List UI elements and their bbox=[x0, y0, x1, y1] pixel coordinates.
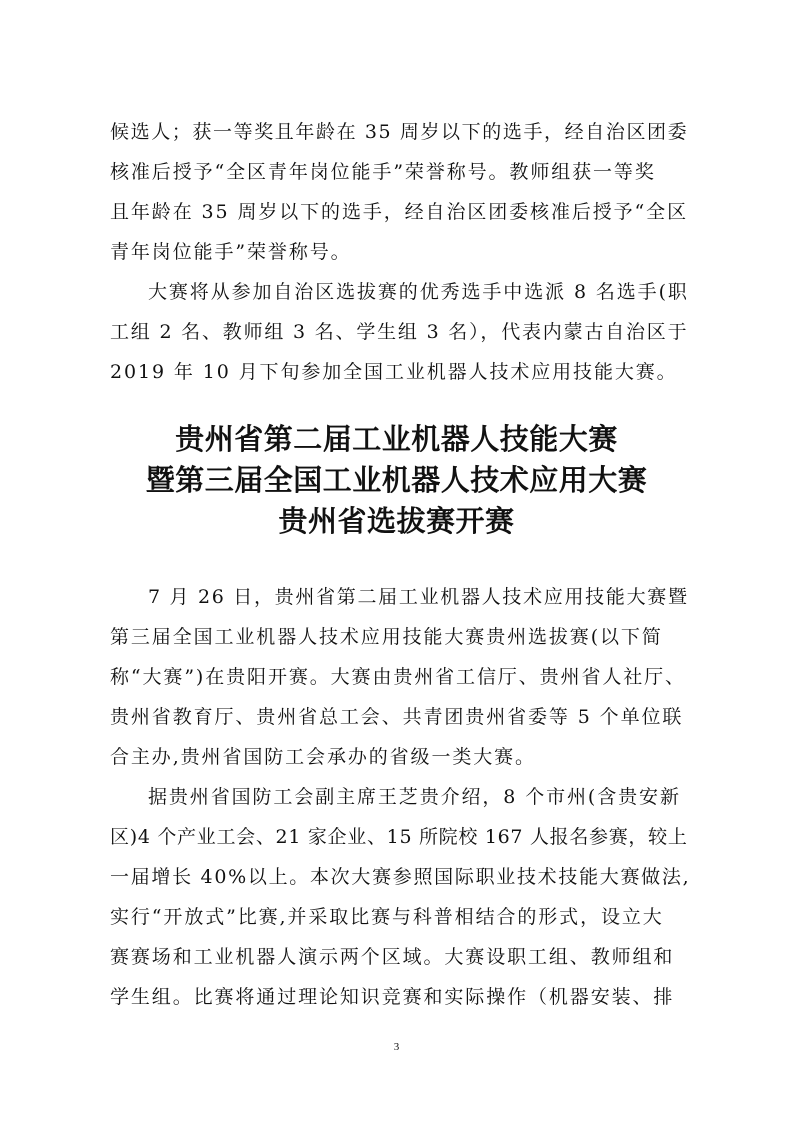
text-line: 青年岗位能手”荣誉称号。 bbox=[110, 241, 352, 263]
text-line: 赛赛场和工业机器人演示两个区域。大赛设职工组、教师组和 bbox=[110, 946, 675, 968]
text-line: 工组 2 名、教师组 3 名、学生组 3 名），代表内蒙古自治区于 bbox=[110, 321, 689, 343]
text-line: 2019 年 10 月下旬参加全国工业机器人技术应用技能大赛。 bbox=[110, 361, 678, 383]
text-line: 贵州省教育厅、贵州省总工会、共青团贵州省委等 5 个单位联 bbox=[110, 706, 684, 728]
text-line: 合主办,贵州省国防工会承办的省级一类大赛。 bbox=[110, 746, 536, 768]
article-title-line-3: 贵州省选拔赛开赛 bbox=[278, 504, 515, 538]
text-line: 区)4 个产业工会、21 家企业、15 所院校 167 人报名参赛，较上 bbox=[110, 826, 688, 848]
text-line: 一届增长 40%以上。本次大赛参照国际职业技术技能大赛做法, bbox=[110, 866, 691, 888]
text-line: 候选人；获一等奖且年龄在 35 周岁以下的选手，经自治区团委 bbox=[110, 121, 689, 143]
article-title-line-1: 贵州省第二届工业机器人技能大赛 bbox=[175, 422, 618, 456]
text-line: 称“大赛”)在贵阳开赛。大赛由贵州省工信厅、贵州省人社厅、 bbox=[110, 666, 686, 688]
text-line: 大赛将从参加自治区选拔赛的优秀选手中选派 8 名选手(职 bbox=[148, 281, 689, 303]
text-line: 7 月 26 日，贵州省第二届工业机器人技术应用技能大赛暨 bbox=[148, 586, 689, 608]
page-number: 3 bbox=[393, 1041, 400, 1053]
text-line: 实行“开放式”比赛,并采取比赛与科普相结合的形式，设立大 bbox=[110, 906, 664, 928]
text-line: 且年龄在 35 周岁以下的选手，经自治区团委核准后授予“全区 bbox=[110, 201, 688, 223]
text-line: 学生组。比赛将通过理论知识竞赛和实际操作（机器安装、排 bbox=[110, 986, 675, 1008]
text-line: 第三届全国工业机器人技术应用技能大赛贵州选拔赛(以下简 bbox=[110, 626, 663, 648]
text-line: 核准后授予“全区青年岗位能手”荣誉称号。教师组获一等奖 bbox=[110, 161, 656, 183]
text-line: 据贵州省国防工会副主席王芝贵介绍，8 个市州(含贵安新 bbox=[148, 786, 681, 808]
article-title-line-2: 暨第三届全国工业机器人技术应用大赛 bbox=[145, 463, 648, 497]
